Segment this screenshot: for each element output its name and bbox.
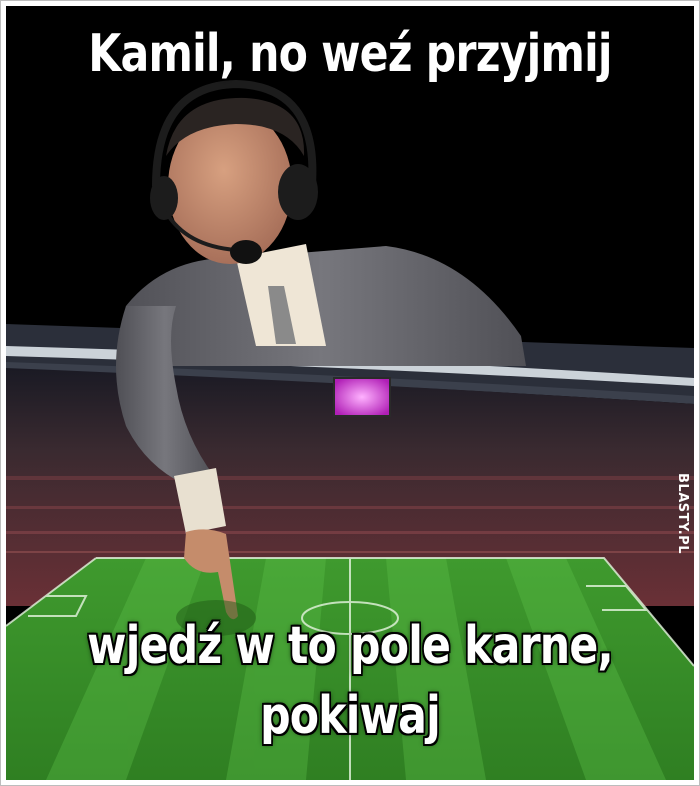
meme-top-text: Kamil, no weź przyjmij [88,24,612,84]
meme-bottom-text-line1: wjedź w to pole karne, [87,616,613,676]
meme-photo [6,6,694,780]
watermark [670,468,694,558]
stadium-screen [334,378,390,416]
meme-bottom-text-line2: pokiwaj [260,686,440,746]
watermark-text: BLASTY.PL [674,472,690,554]
